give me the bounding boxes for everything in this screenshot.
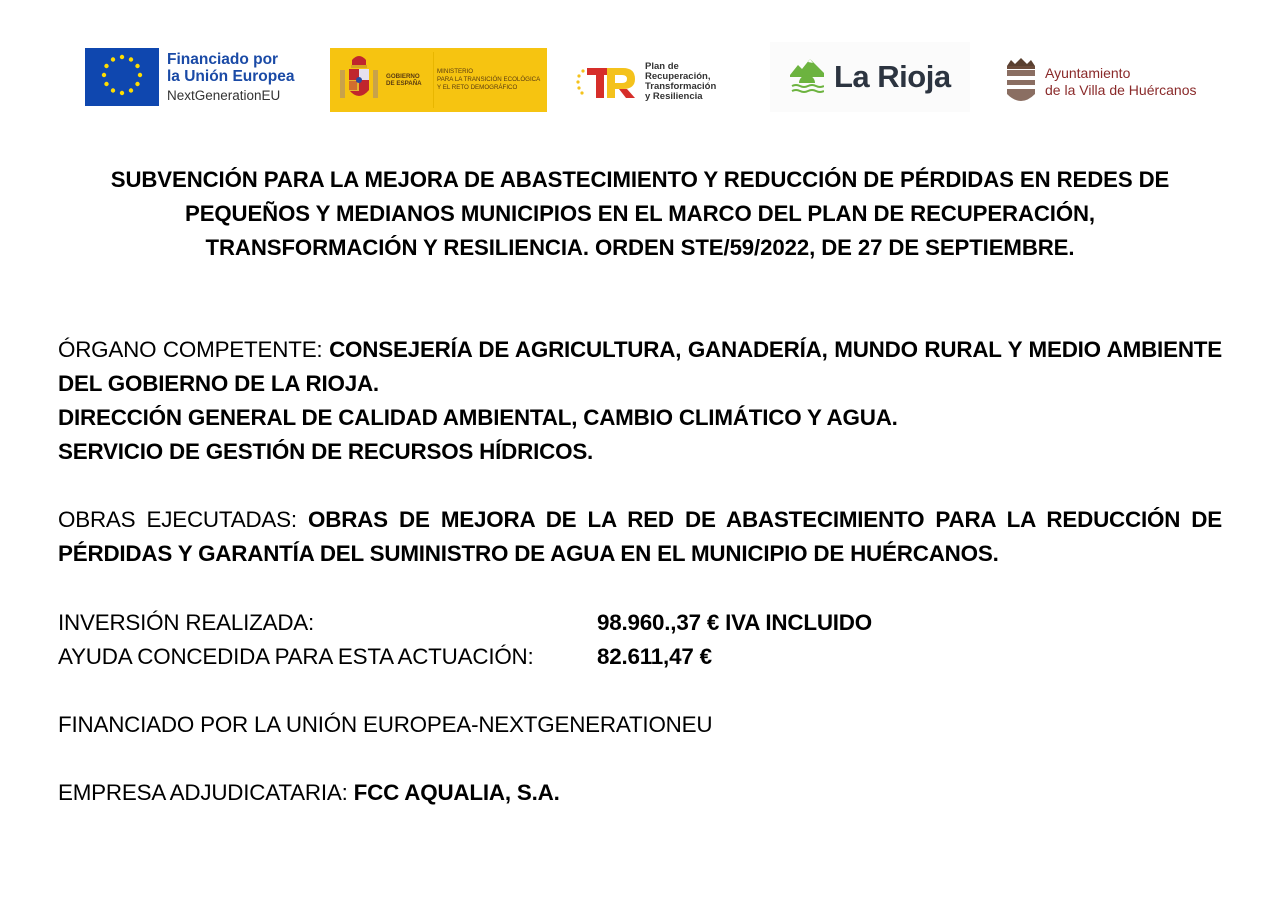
huercanos-line2: de la Villa de Huércanos bbox=[1045, 82, 1197, 98]
organo-value: CONSEJERÍA DE AGRICULTURA, GANADERÍA, MUNDO RURAL Y MEDIO AMBIENTE DEL GOBIERNO DE LA RIOJA. bbox=[58, 337, 1222, 396]
ayuntamiento-huercanos-logo bbox=[1003, 54, 1203, 110]
eu-logo-line2: la Unión Europea bbox=[167, 68, 295, 86]
title-line1: SUBVENCIÓN PARA LA MEJORA DE ABASTECIMIENTO Y REDUCCIÓN DE PÉRDIDAS EN REDES DE bbox=[110, 167, 1170, 192]
prtr-line4: y Resiliencia bbox=[645, 91, 703, 103]
title-line3: TRANSFORMACIÓN Y RESILIENCIA. ORDEN STE/59/2022, DE 27 DE SEPTIEMBRE. bbox=[205, 235, 1075, 260]
empresa-label: EMPRESA ADJUDICATARIA: bbox=[58, 780, 354, 805]
direccion-general: DIRECCIÓN GENERAL DE CALIDAD AMBIENTAL, CAMBIO CLIMÁTICO Y AGUA. bbox=[58, 405, 898, 430]
la-rioja-logo bbox=[770, 42, 970, 112]
eu-logo-line1: Financiado por bbox=[167, 51, 279, 69]
obras-paragraph bbox=[58, 503, 1222, 571]
financiado-text: FINANCIADO POR LA UNIÓN EUROPEA-NEXTGENERATIONEU bbox=[58, 712, 713, 737]
empresa-section bbox=[58, 776, 1222, 810]
ayuda-value: 82.611,47 € bbox=[597, 644, 712, 669]
eu-funding-logo bbox=[85, 46, 300, 108]
organo-paragraph bbox=[58, 333, 1222, 401]
financiado-section bbox=[58, 708, 1222, 742]
inversion-row bbox=[58, 606, 1222, 640]
gobierno-text-2: DE ESPAÑA bbox=[386, 80, 422, 87]
logo-bar bbox=[0, 0, 1280, 130]
la-rioja-text: La Rioja bbox=[834, 59, 951, 94]
inversion-label: INVERSIÓN REALIZADA: bbox=[58, 610, 315, 635]
title-line2: PEQUEÑOS Y MEDIANOS MUNICIPIOS EN EL MARCO DEL PLAN DE RECUPERACIÓN, bbox=[185, 201, 1095, 226]
eu-logo-line3: NextGenerationEU bbox=[167, 87, 281, 103]
organo-competente-section bbox=[58, 333, 1222, 469]
ayuda-row bbox=[58, 640, 1222, 674]
plan-recuperacion-logo bbox=[575, 60, 765, 104]
ayuda-label: AYUDA CONCEDIDA PARA ESTA ACTUACIÓN: bbox=[58, 644, 534, 669]
divider bbox=[433, 52, 434, 108]
inversion-value: 98.960.,37 € IVA INCLUIDO bbox=[597, 610, 872, 635]
obras-label: OBRAS EJECUTADAS: bbox=[58, 507, 309, 532]
ministerio-text-3: Y EL RETO DEMOGRÁFICO bbox=[437, 83, 518, 91]
gobierno-text-1: GOBIERNO bbox=[386, 72, 420, 80]
servicio: SERVICIO DE GESTIÓN DE RECURSOS HÍDRICOS. bbox=[58, 439, 594, 464]
empresa-value: FCC AQUALIA, S.A. bbox=[353, 780, 560, 805]
huercanos-line1: Ayuntamiento bbox=[1045, 64, 1131, 81]
organo-label: ÓRGANO COMPETENTE: bbox=[58, 337, 330, 362]
obras-value: OBRAS DE MEJORA DE LA RED DE ABASTECIMIENTO PARA LA REDUCCIÓN DE PÉRDIDAS Y GARANTÍA DEL SUMINISTRO DE AGUA EN EL MUNICIPIO DE HUÉRCANOS. bbox=[58, 507, 1223, 566]
financial-section bbox=[58, 606, 1222, 674]
ministerio-text-2: PARA LA TRANSICIÓN ECOLÓGICA bbox=[437, 76, 541, 84]
huercanos-shield-icon bbox=[1003, 56, 1039, 108]
prtr-line1: Plan de bbox=[645, 60, 679, 72]
coat-of-arms-icon bbox=[336, 52, 382, 108]
eu-flag-icon bbox=[85, 48, 159, 106]
obras-ejecutadas-section bbox=[58, 503, 1222, 571]
mountain-river-icon bbox=[790, 57, 824, 97]
prtr-line3: Transformación bbox=[645, 81, 717, 92]
ministerio-text-1: MINISTERIO bbox=[437, 68, 474, 76]
gobierno-espana-logo bbox=[330, 48, 547, 112]
tr-mark-icon bbox=[575, 62, 641, 102]
page-title bbox=[60, 163, 1220, 265]
prtr-line2: Recuperación, bbox=[645, 70, 711, 82]
